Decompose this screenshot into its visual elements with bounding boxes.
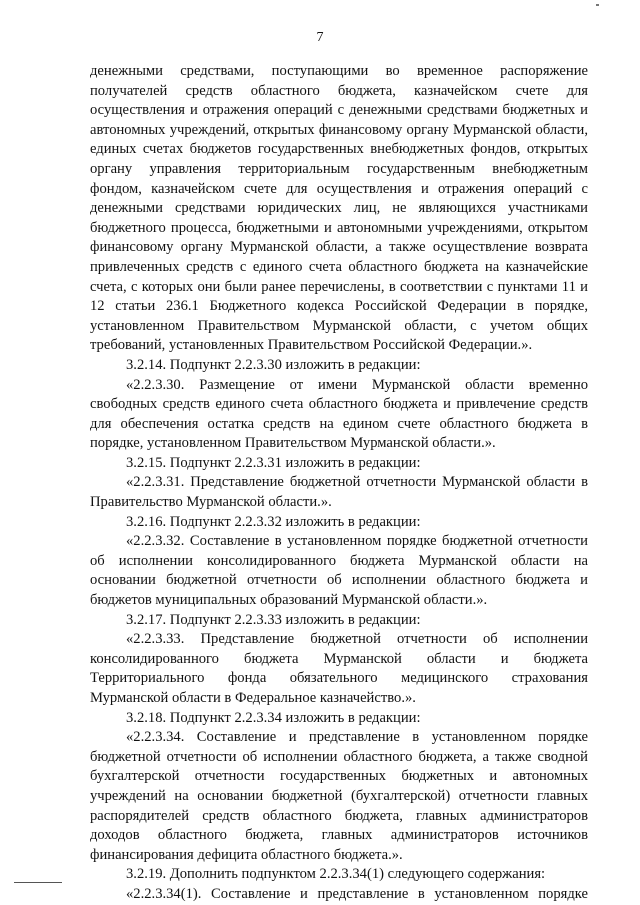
scan-edge-line bbox=[14, 882, 62, 883]
paragraph-subclause-2-2-3-30: «2.2.3.30. Размещение от имени Мурманской области временно свободных средств единого счета областного бюджета и привлечение средств для обеспечения остатка средств на едином счете областного бюджета в порядке, установленном Правительством Мурманской области.». bbox=[90, 376, 588, 452]
paragraph-amendment-3-2-17: 3.2.17. Подпункт 2.2.3.33 изложить в редакции: bbox=[126, 611, 421, 628]
scan-speck bbox=[596, 4, 599, 6]
paragraph-continuation: денежными средствами, поступающими во временное распоряжение получателей средств областного бюджета, казначейском счете для осуществления и отражения операций с денежными средствами бюджетных и автономных учреждений, открытых финансовому органу Мурманской области, единых счетах бюджетов государственных внебюджетных фондов, открытых органу управления территориальным государственным внебюджетным фондом, казначейском счете для осуществления и отражения операций с денежными средствами юридических лиц, не являющихся участниками бюджетного процесса, бюджетными и автономными учреждениями, открытом финансовому органу Мурманской области, а также осуществление возврата привлеченных средств с единого счета областного бюджета на казначейские счета, с которых они были ранее перечислены, в соответствии с пунктами 11 и 12 статьи 236.1 Бюджетного кодекса Российской Федерации в порядке, установленном Правительством Мурманской области, с учетом общих требований, установленных Правительством Российской Федерации.». bbox=[90, 63, 588, 354]
paragraph-subclause-2-2-3-34: «2.2.3.34. Составление и представление в установленном порядке бюджетной отчетности об исполнении областного бюджета, а также сводной бухгалтерской отчетности государственных бюджетных и автономных учреждений на основании бюджетной (бухгалтерской) отчетности главных распорядителей средств областного бюджета, главных администраторов доходов областного бюджета, главных администраторов источников финансирования дефицита областного бюджета.». bbox=[90, 729, 588, 863]
paragraph-amendment-3-2-18: 3.2.18. Подпункт 2.2.3.34 изложить в редакции: bbox=[126, 709, 421, 726]
paragraph-amendment-3-2-14: 3.2.14. Подпункт 2.2.3.30 изложить в редакции: bbox=[126, 356, 421, 373]
paragraph-subclause-2-2-3-34-1: «2.2.3.34(1). Составление и представление в установленном порядке bbox=[126, 885, 588, 902]
document-body bbox=[90, 62, 588, 905]
paragraph-amendment-3-2-16: 3.2.16. Подпункт 2.2.3.32 изложить в редакции: bbox=[126, 513, 421, 530]
paragraph-subclause-2-2-3-33: «2.2.3.33. Представление бюджетной отчетности об исполнении консолидированного бюджета Мурманской области и бюджета Территориального фонда обязательного медицинского страхования Мурманской области в Федеральное казначейство.». bbox=[90, 631, 588, 706]
paragraph-amendment-3-2-15: 3.2.15. Подпункт 2.2.3.31 изложить в редакции: bbox=[126, 454, 421, 471]
paragraph-subclause-2-2-3-31: «2.2.3.31. Представление бюджетной отчетности Мурманской области в Правительство Мурманской области.». bbox=[90, 474, 588, 511]
page-number: 7 bbox=[316, 30, 324, 45]
paragraph-amendment-3-2-19: 3.2.19. Дополнить подпунктом 2.2.3.34(1) следующего содержания: bbox=[126, 866, 546, 883]
paragraph-subclause-2-2-3-32: «2.2.3.32. Составление в установленном порядке бюджетной отчетности об исполнении консолидированного бюджета Мурманской области на основании бюджетной отчетности об исполнении областного бюджета и бюджетов муниципальных образований Мурманской области.». bbox=[90, 533, 588, 609]
